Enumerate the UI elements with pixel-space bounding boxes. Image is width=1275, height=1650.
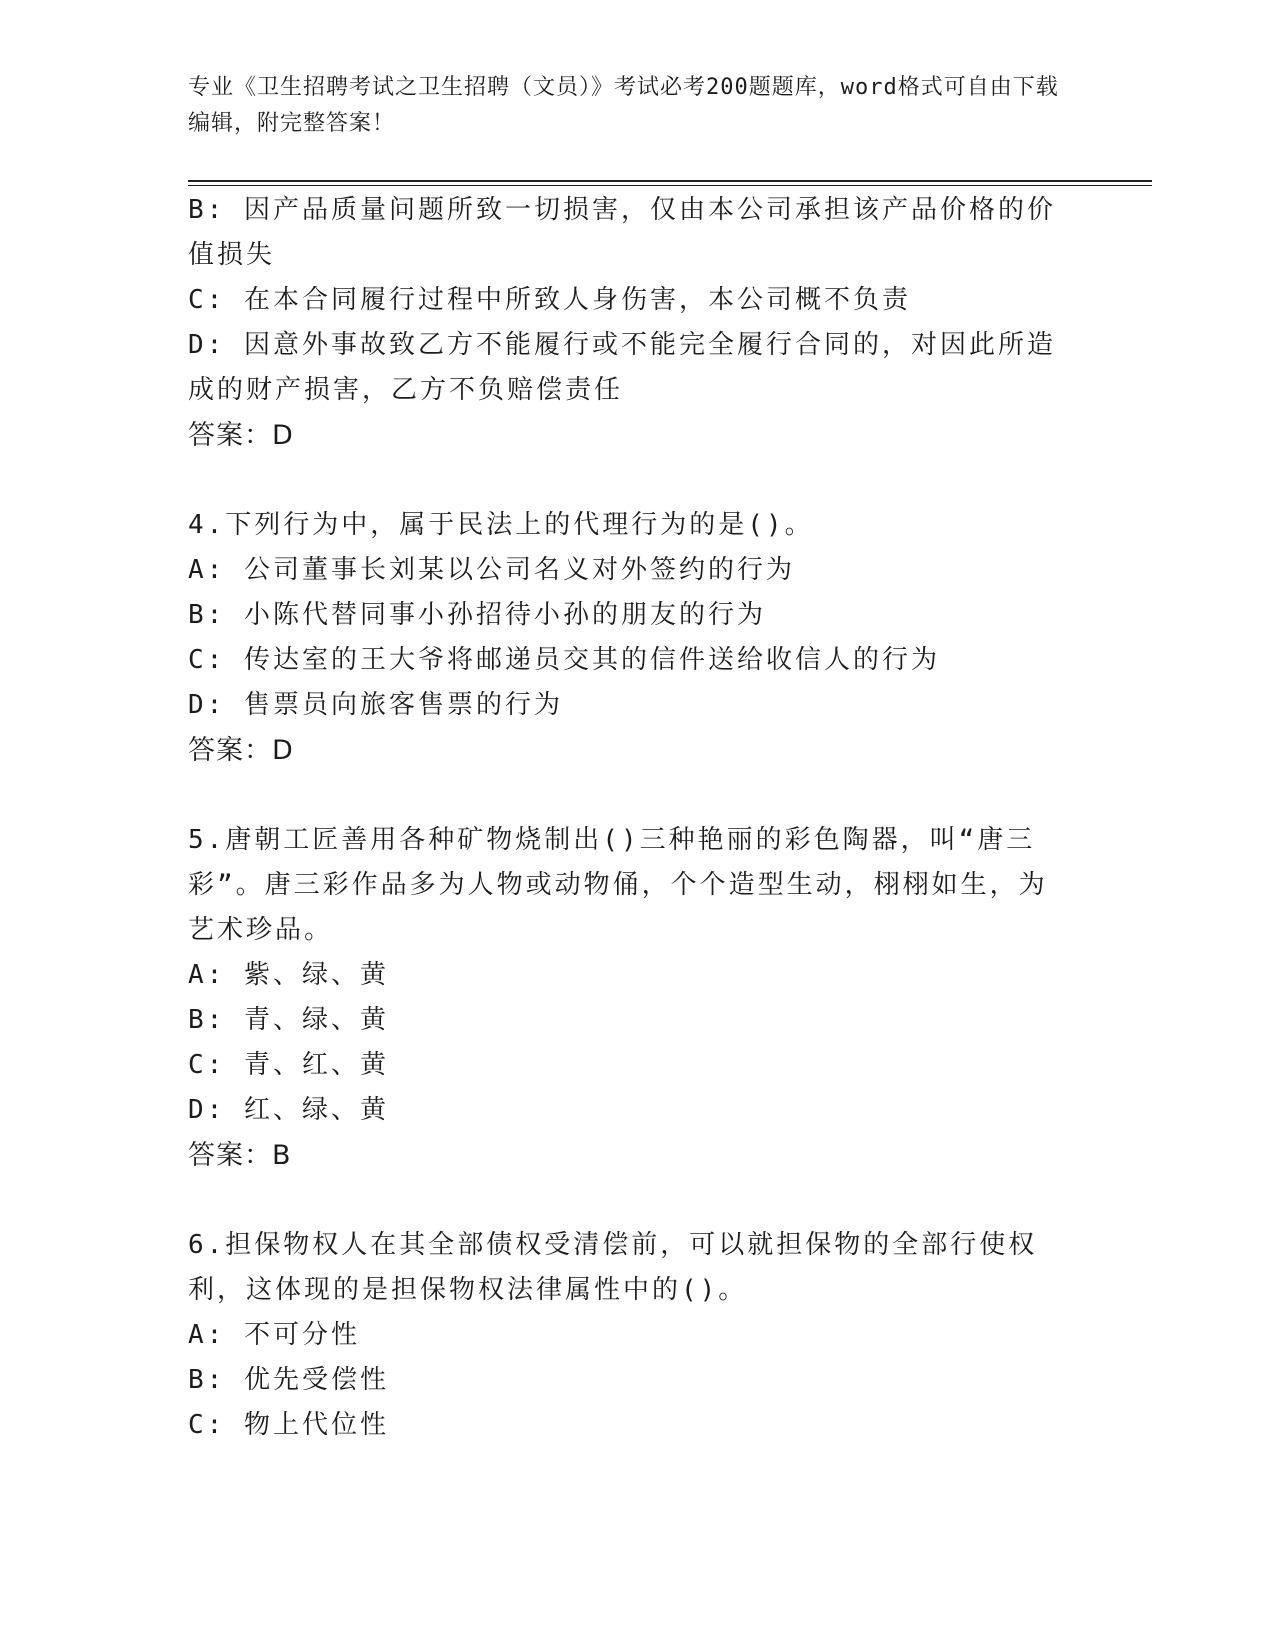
option-b: B: 小陈代替同事小孙招待小孙的朋友的行为 bbox=[188, 600, 766, 630]
option-b: B: 因产品质量问题所致一切损害，仅由本公司承担该产品价格的价值损失 bbox=[188, 195, 1056, 270]
header-divider bbox=[188, 180, 1152, 182]
question-block-4 bbox=[188, 503, 1068, 773]
option-a: A: 公司董事长刘某以公司名义对外签约的行为 bbox=[188, 555, 795, 585]
question-block-6 bbox=[188, 1223, 1068, 1448]
option-d: D: 售票员向旅客售票的行为 bbox=[188, 690, 563, 720]
question-stem: 6.担保物权人在其全部债权受清偿前，可以就担保物的全部行使权利，这体现的是担保物权法律属性中的()。 bbox=[188, 1230, 1038, 1305]
answer-line: 答案：D bbox=[188, 735, 294, 766]
option-a: A: 紫、绿、黄 bbox=[188, 960, 389, 990]
option-c: C: 传达室的王大爷将邮递员交其的信件送给收信人的行为 bbox=[188, 645, 940, 675]
answer-line: 答案：D bbox=[188, 420, 294, 451]
option-b: B: 优先受偿性 bbox=[188, 1365, 389, 1395]
option-d: D: 红、绿、黄 bbox=[188, 1095, 389, 1125]
document-body bbox=[188, 188, 1068, 1448]
question-block-3 bbox=[188, 188, 1068, 458]
document-page bbox=[188, 70, 1152, 1448]
answer-line: 答案：B bbox=[188, 1140, 292, 1171]
question-block-5 bbox=[188, 818, 1068, 1178]
option-c: C: 物上代位性 bbox=[188, 1410, 389, 1440]
document-header: 专业《卫生招聘考试之卫生招聘（文员）》考试必考200题题库，word格式可自由下载编辑，附完整答案！ bbox=[188, 75, 1059, 136]
question-stem: 4.下列行为中，属于民法上的代理行为的是()。 bbox=[188, 510, 814, 540]
option-a: A: 不可分性 bbox=[188, 1320, 360, 1350]
question-stem: 5.唐朝工匠善用各种矿物烧制出()三种艳丽的彩色陶器，叫“唐三彩”。唐三彩作品多为人物或动物俑，个个造型生动，栩栩如生，为艺术珍品。 bbox=[188, 825, 1048, 945]
option-d: D: 因意外事故致乙方不能履行或不能完全履行合同的，对因此所造成的财产损害，乙方不负赔偿责任 bbox=[188, 330, 1056, 405]
option-c: C: 在本合同履行过程中所致人身伤害，本公司概不负责 bbox=[188, 285, 911, 315]
option-b: B: 青、绿、黄 bbox=[188, 1005, 389, 1035]
option-c: C: 青、红、黄 bbox=[188, 1050, 389, 1080]
